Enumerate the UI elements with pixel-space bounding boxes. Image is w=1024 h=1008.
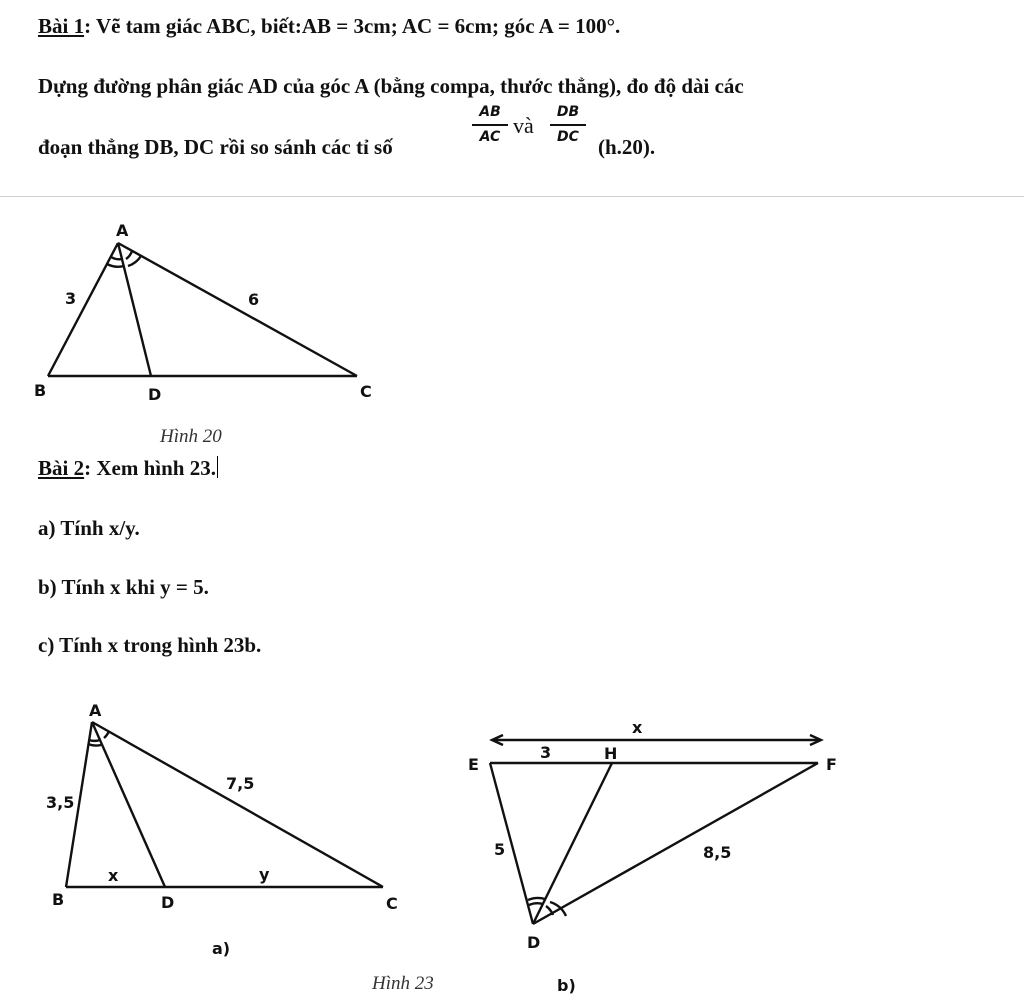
fig23a-label-c: C bbox=[386, 894, 398, 913]
fig23a-segment-x: x bbox=[108, 866, 119, 885]
fig23b-angle-arc-3 bbox=[528, 898, 545, 900]
fig23a-label-d: D bbox=[161, 893, 175, 912]
fig23a-side-ac-length: 7,5 bbox=[226, 774, 255, 793]
fig23-caption: Hình 23 bbox=[372, 973, 434, 994]
bai2-item-a: a) Tính x/y. bbox=[38, 516, 140, 540]
fig23b-side-ed-length: 5 bbox=[494, 840, 506, 859]
bai2-text: : Xem hình 23. bbox=[84, 456, 216, 480]
bai1-text: : Vẽ tam giác ABC, biết:AB = 3cm; AC = 6cm; góc A = 100°. bbox=[84, 14, 621, 38]
fraction-ab-ac-denominator: AC bbox=[479, 128, 501, 145]
bai1-label: Bài 1 bbox=[38, 14, 85, 38]
fig23a-side-ab-length: 3,5 bbox=[46, 793, 75, 812]
bai2-label: Bài 2 bbox=[38, 456, 85, 480]
fig20-label-b: B bbox=[34, 381, 47, 400]
fig20-caption: Hình 20 bbox=[160, 426, 222, 447]
fig23b-side-df bbox=[533, 763, 818, 924]
fig23b-bisector-dh bbox=[533, 763, 612, 924]
fig20-label-c: C bbox=[360, 382, 372, 401]
fig23b-angle-arc-1 bbox=[529, 903, 543, 905]
fig23a-label-b: B bbox=[52, 890, 65, 909]
fig20-label-a: A bbox=[116, 221, 129, 240]
fraction-db-dc-denominator: DC bbox=[557, 128, 579, 145]
fig20-side-ab-length: 3 bbox=[65, 289, 77, 308]
fig23a-sublabel: a) bbox=[212, 939, 231, 958]
fig23b-segment-eh: 3 bbox=[540, 743, 552, 762]
bai2-item-b: b) Tính x khi y = 5. bbox=[38, 575, 209, 599]
fig23b-label-f: F bbox=[826, 755, 837, 774]
bai1-line2: Dựng đường phân giác AD của góc A (bằng compa, thước thẳng), đo độ dài các bbox=[38, 74, 744, 98]
connector-va: và bbox=[513, 113, 534, 138]
fig23b-label-e: E bbox=[468, 755, 479, 774]
fig23b-sublabel: b) bbox=[557, 976, 576, 995]
fig23b-side-df-length: 8,5 bbox=[703, 843, 732, 862]
fig20-side-ac-length: 6 bbox=[248, 290, 260, 309]
fraction-ab-ac-numerator: AB bbox=[479, 104, 501, 120]
fig23a-segment-y: y bbox=[259, 865, 270, 884]
bai1-line3-end: (h.20). bbox=[598, 135, 656, 159]
bai1-line3-start: đoạn thẳng DB, DC rồi so sánh các tỉ số bbox=[38, 135, 393, 159]
fig23b-label-d: D bbox=[527, 933, 541, 952]
fig23b-segment-x: x bbox=[632, 718, 643, 737]
fig23a-label-a: A bbox=[89, 701, 102, 720]
fig23b-label-h: H bbox=[604, 744, 618, 763]
fig20-label-d: D bbox=[148, 385, 162, 404]
fraction-db-dc-numerator: DB bbox=[556, 104, 580, 120]
bai2-item-c: c) Tính x trong hình 23b. bbox=[38, 633, 262, 657]
